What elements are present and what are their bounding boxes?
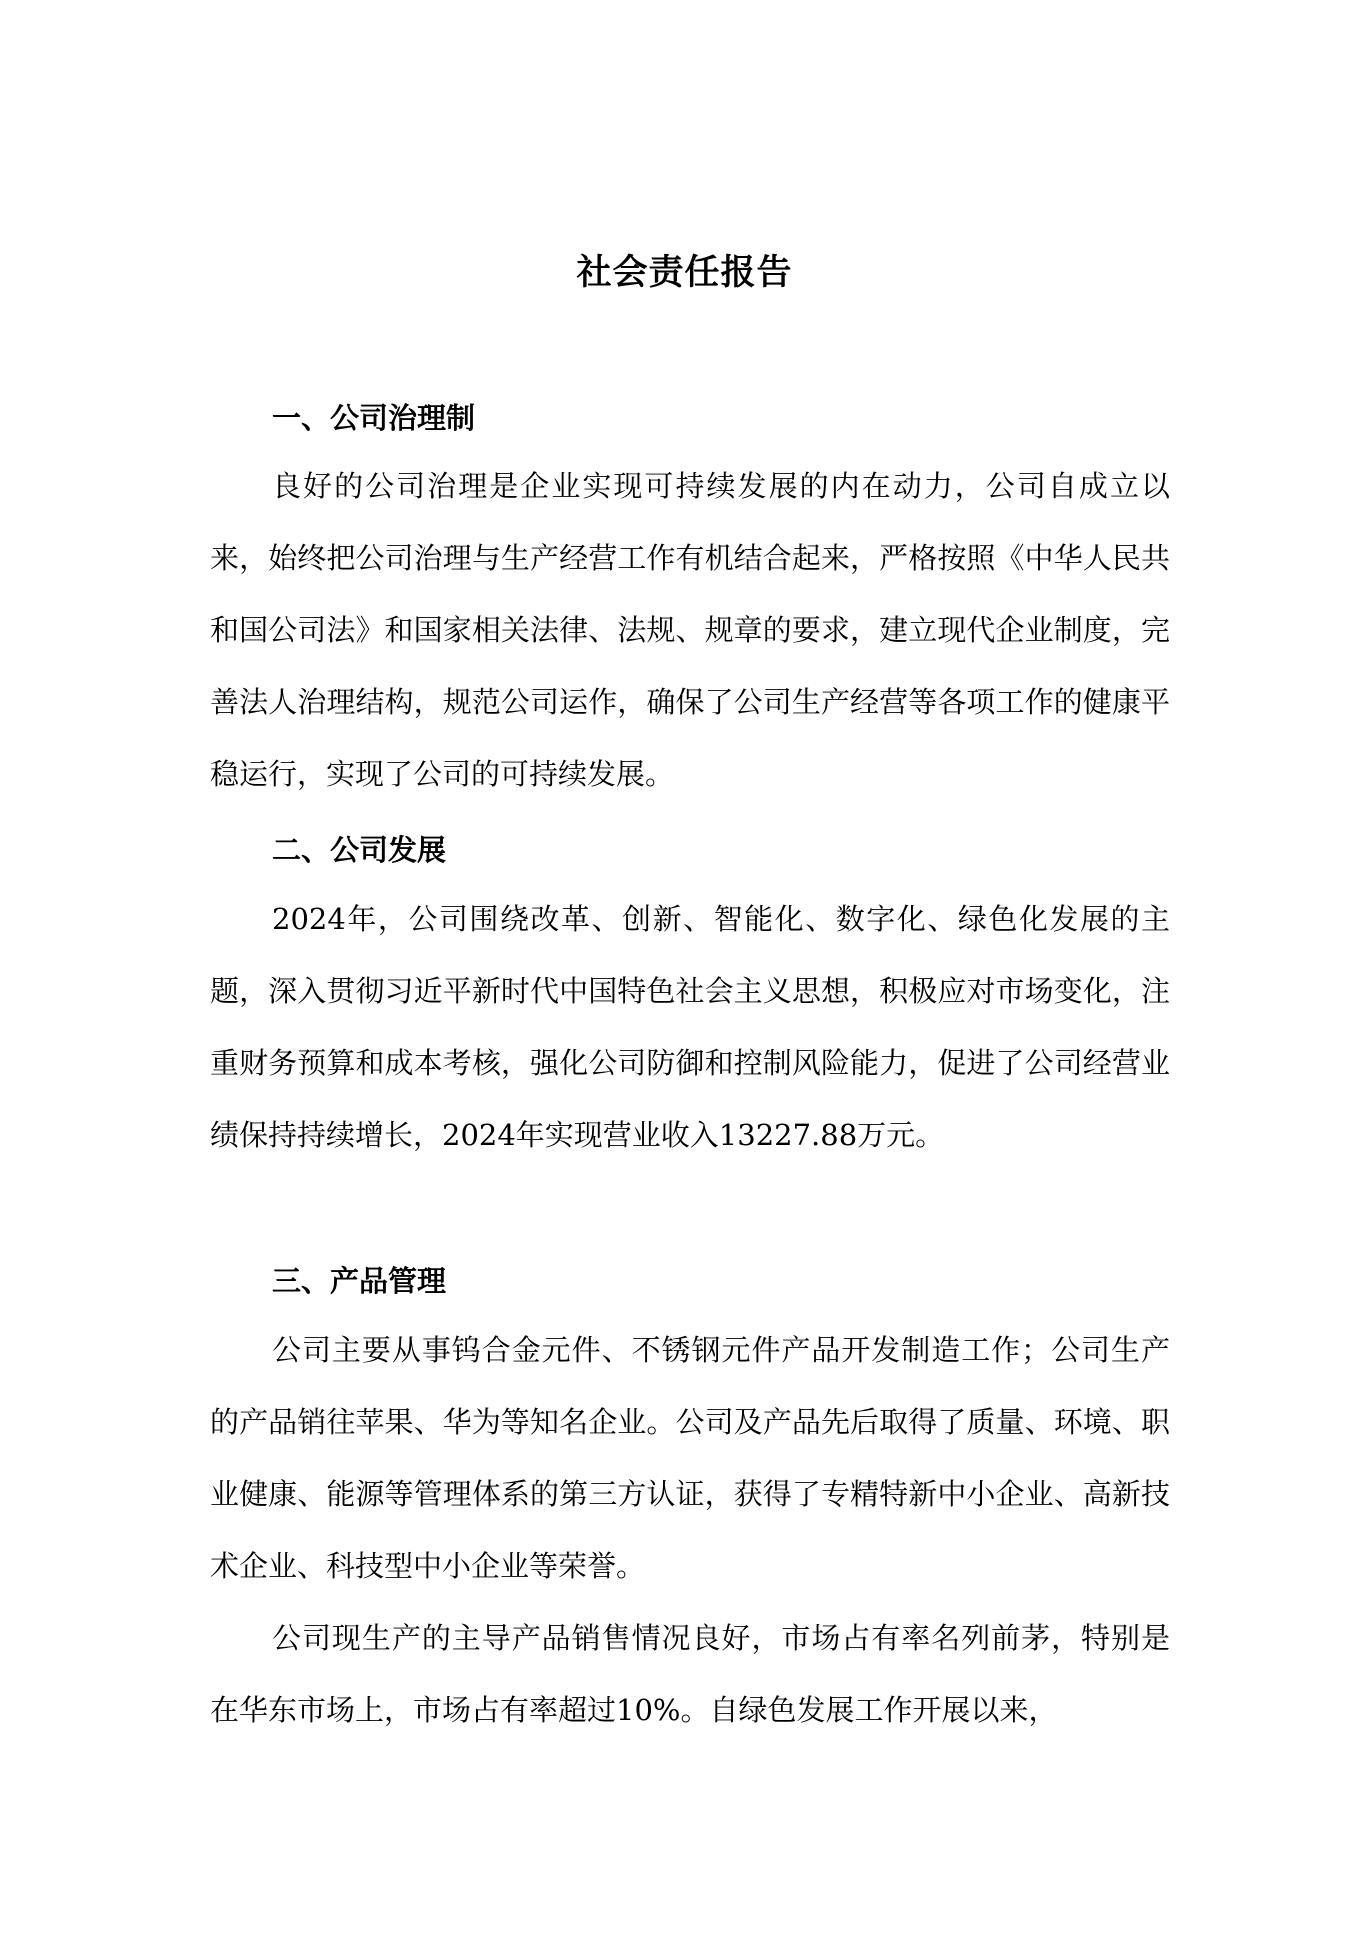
paragraph-product-1: 公司主要从事钨合金元件、不锈钢元件产品开发制造工作；公司生产的产品销往苹果、华为等知名企业。公司及产品先后取得了质量、环境、职业健康、能源等管理体系的第三方认证，获得了专精特新中小企业、高新技术企业、科技型中小企业等荣誉。 — [210, 1333, 1170, 1583]
paragraph-product-2: 公司现生产的主导产品销售情况良好，市场占有率名列前茅，特别是在华东市场上，市场占有率超过10%。自绿色发展工作开展以来， — [210, 1621, 1170, 1727]
section-heading-product: 三、产品管理 — [272, 1264, 447, 1298]
document-title: 社会责任报告 — [576, 253, 793, 293]
section-heading-development: 二、公司发展 — [272, 833, 447, 867]
paragraph-development: 2024年，公司围绕改革、创新、智能化、数字化、绿色化发展的主题，深入贯彻习近平新时代中国特色社会主义思想，积极应对市场变化，注重财务预算和成本考核，强化公司防御和控制风险能力，促进了公司经营业绩保持持续增长，2024年实现营业收入13227.88万元。 — [210, 902, 1170, 1152]
paragraph-governance: 良好的公司治理是企业实现可持续发展的内在动力，公司自成立以来，始终把公司治理与生产经营工作有机结合起来，严格按照《中华人民共和国公司法》和国家相关法律、法规、规章的要求，建立现代企业制度，完善法人治理结构，规范公司运作，确保了公司生产经营等各项工作的健康平稳运行，实现了公司的可持续发展。 — [210, 469, 1170, 791]
section-heading-governance: 一、公司治理制 — [272, 401, 476, 435]
